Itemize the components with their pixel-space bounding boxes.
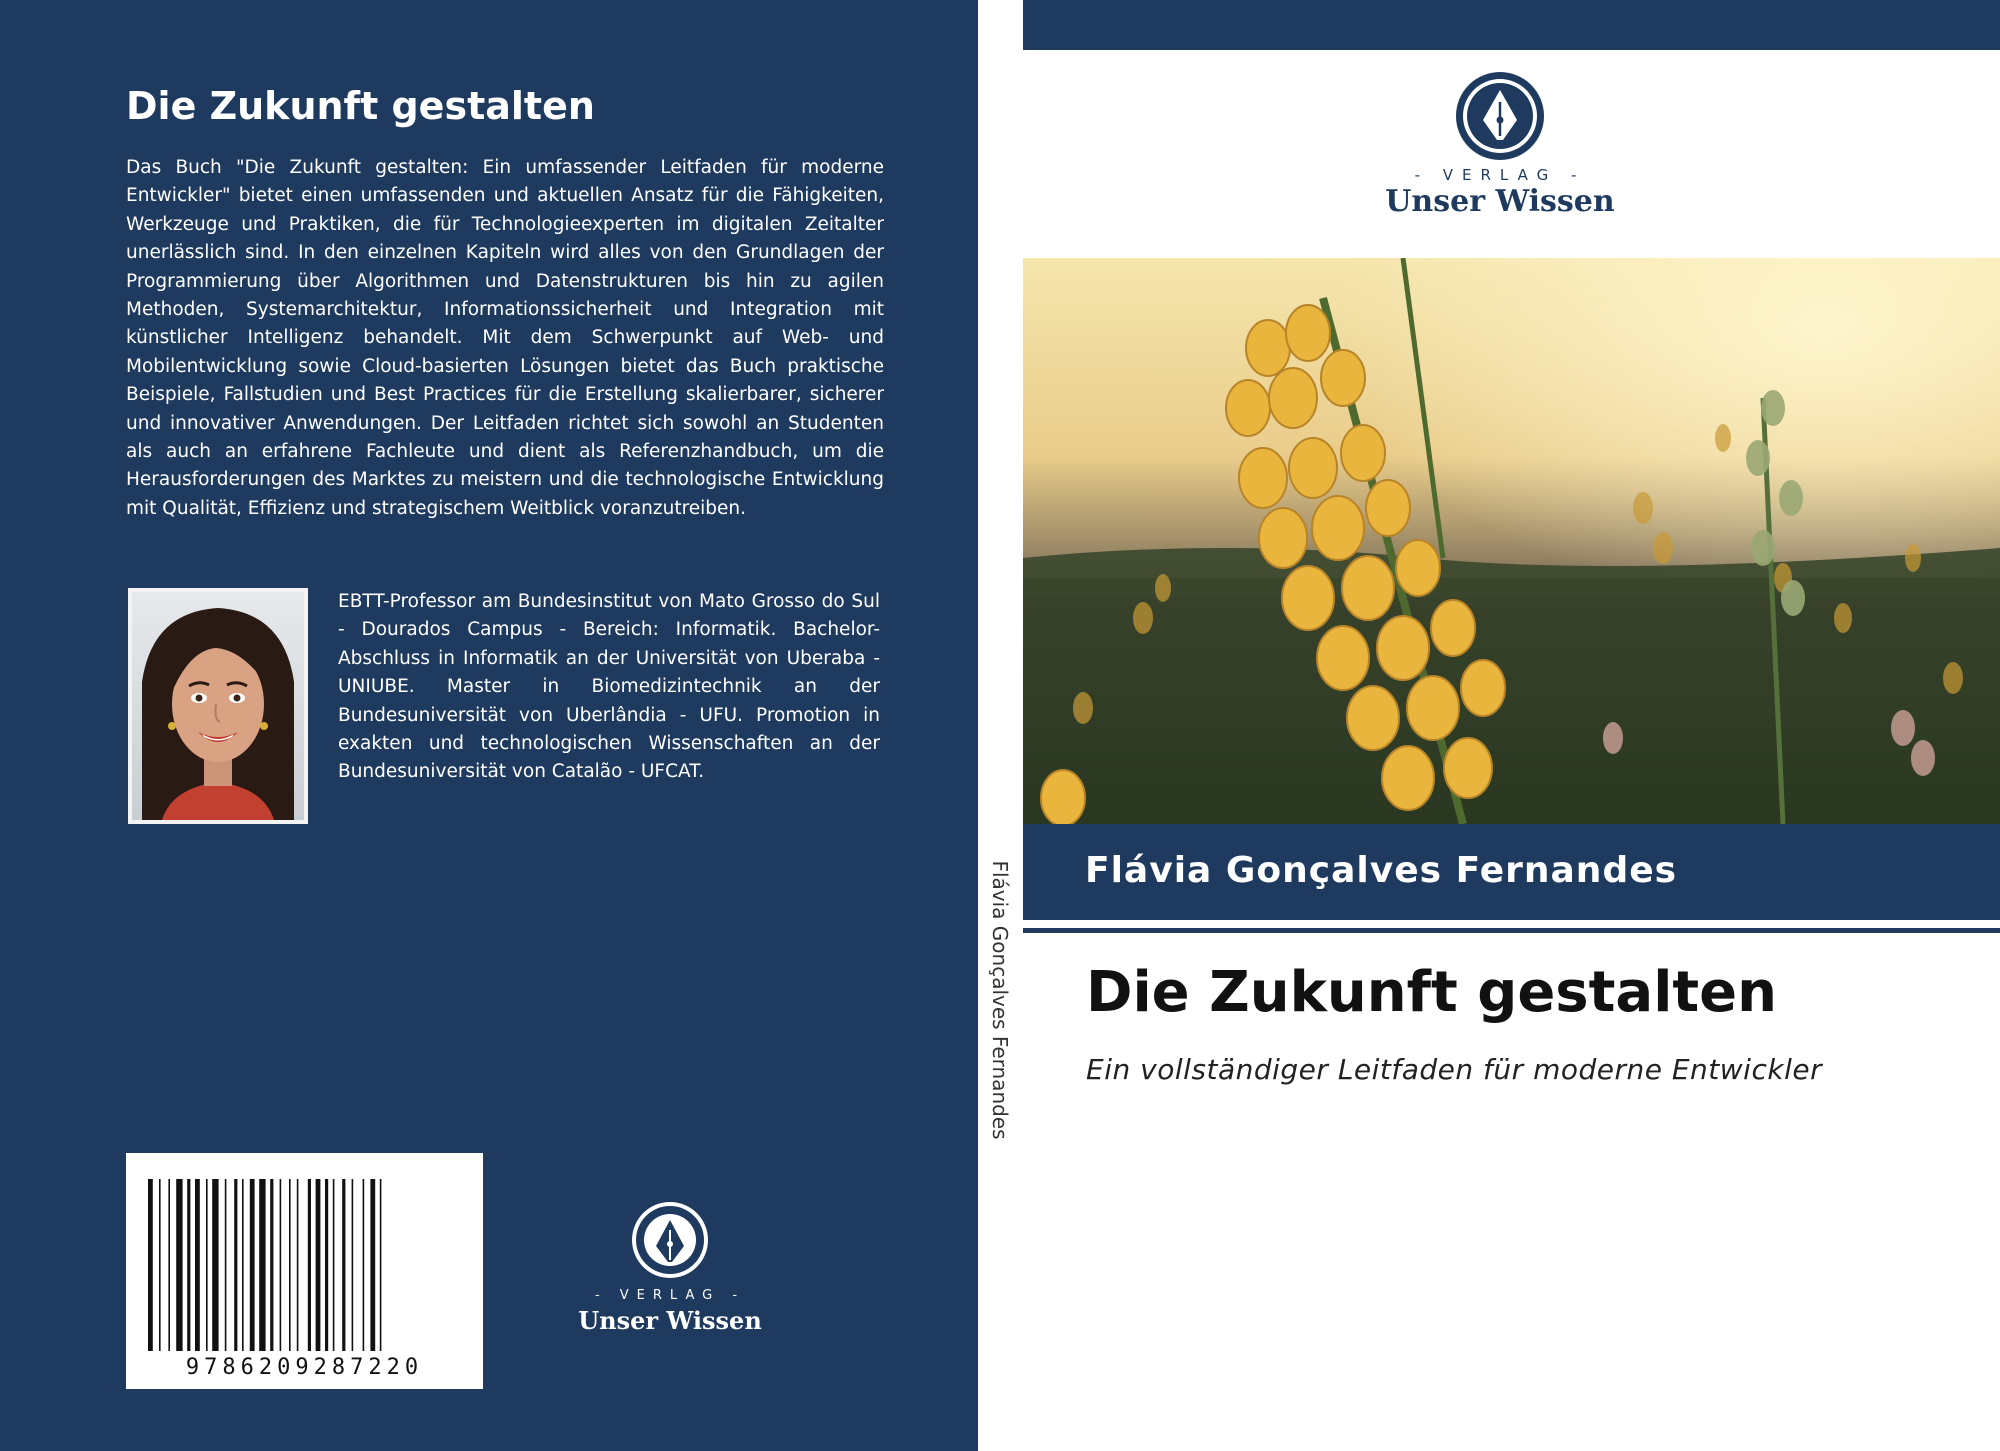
isbn-number: 9786209287220 xyxy=(185,1355,424,1380)
back-logo-verlag: - VERLAG - xyxy=(594,1288,746,1303)
front-cover-subtitle: Ein vollständiger Leitfaden für moderne Entwickler xyxy=(1086,1053,1823,1086)
back-logo-name: Unser Wissen xyxy=(578,1306,762,1335)
front-cover-title: Die Zukunft gestalten xyxy=(1086,960,1778,1025)
front-logo-name: Unser Wissen xyxy=(1385,184,1615,219)
pen-nib-icon xyxy=(560,1200,780,1280)
front-logo-verlag: - VERLAG - xyxy=(1414,166,1586,184)
author-photo xyxy=(128,588,308,824)
barcode-bars xyxy=(126,1153,483,1389)
spine xyxy=(978,0,1022,1451)
front-author-name: Flávia Gonçalves Fernandes xyxy=(1085,850,1678,891)
cover-photo-lupine-flowers xyxy=(1023,258,2000,824)
back-cover xyxy=(0,0,978,1451)
author-portrait-image xyxy=(132,592,304,820)
front-publisher-logo xyxy=(1380,70,1620,220)
pen-nib-icon xyxy=(1380,70,1620,162)
flower-field-image xyxy=(1023,258,2000,824)
front-divider xyxy=(1023,928,2000,933)
isbn-barcode xyxy=(126,1153,483,1389)
back-publisher-logo xyxy=(560,1200,780,1340)
spine-author: Flávia Gonçalves Fernandes xyxy=(988,860,1012,1140)
front-top-band xyxy=(1023,0,2000,50)
back-cover-title: Die Zukunft gestalten xyxy=(126,84,595,128)
back-cover-blurb: Das Buch "Die Zukunft gestalten: Ein umfassender Leitfaden für moderne Entwickler" bietet einen umfassenden und aktuellen Ansatz für die Fähigkeiten, Werkzeuge und Praktiken, die für Technologieexperten im digitalen Zeitalter unerlässlich sind. In den einzelnen Kapiteln wird alles von den Grundlagen der Programmierung über Algorithmen und Datenstrukturen bis hin zu agilen Methoden, Systemarchitektur, Informationssicherheit und Integration mit künstlicher Intelligenz behandelt. Mit dem Schwerpunkt auf Web- und Mobilentwicklung sowie Cloud-basierten Lösungen bietet das Buch praktische Beispiele, Fallstudien und Best Practices für die Erstellung skalierbarer, sicherer und innovativer Anwendungen. Der Leitfaden richtet sich sowohl an Studenten als auch an erfahrene Fachleute und dient als Referenzhandbuch, um die Herausforderungen des Marktes zu meistern und die technologische Entwicklung mit Qualität, Effizienz und strategischem Weitblick voranzutreiben. xyxy=(126,157,884,519)
front-author-band xyxy=(1023,824,2000,920)
author-bio: EBTT-Professor am Bundesinstitut von Mato Grosso do Sul - Dourados Campus - Bereich: Informatik. Bachelor-Abschluss in Informatik an der Universität von Uberaba - UNIUBE. Master in Biomedizintechnik an der Bundesuniversität von Uberlândia - UFU. Promotion in exakten und technologischen Wissenschaften an der Bundesuniversität von Catalão - UFCAT. xyxy=(338,591,880,783)
